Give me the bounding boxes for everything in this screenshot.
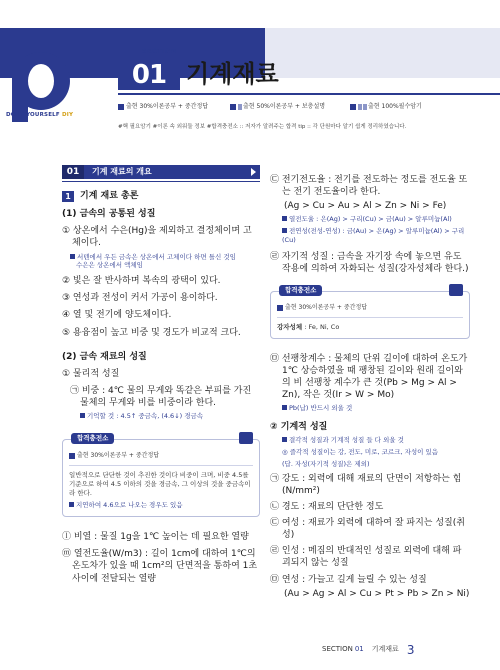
pencil-icon <box>282 405 287 410</box>
box-body: 일반적으로 단단한 것이 추진한 것이다 비중이 크며, 비중 4.5를 기준으로 하여 4.5 이하의 것을 경금속, 그 이상의 것을 중금속이라 한다. <box>69 471 251 497</box>
divider <box>62 181 260 182</box>
pencil-icon <box>80 413 85 418</box>
pencil-icon <box>282 216 287 221</box>
page-number: 3 <box>406 643 415 657</box>
heading-1 <box>62 190 260 202</box>
subheading: ② 기계적 성질 <box>270 422 328 433</box>
tip-note: 열전도율 : 은(Ag) > 구리(Cu) > 금(Au) > 알루미늄(Al) <box>270 215 470 224</box>
footer-chapter: 01 <box>354 645 364 654</box>
list-item: ④ 열 및 전기에 양도체이다. <box>62 310 172 321</box>
tip-note: 서텐에서 우든 금속은 상온에서 고체이다 하면 틀신 것임 <box>62 253 260 262</box>
title-rule <box>118 93 500 95</box>
formula: (Ag > Cu > Au > Al > Zn > Ni > Fe) <box>284 201 447 212</box>
tip-note: 지연하여 4.6으로 나오는 경우도 있음 <box>69 501 253 510</box>
list-item: ㉢ 여성 : 재료가 외력에 대하여 잘 파지는 성질(취성) <box>270 518 465 541</box>
tip-box <box>62 433 260 517</box>
footer-section: SECTION <box>322 645 353 654</box>
divider <box>69 465 253 466</box>
list-item: ㉡ 경도 : 재료의 단단한 정도 <box>270 501 384 512</box>
section-label: SECTION <box>142 47 177 55</box>
pencil-icon <box>70 254 75 259</box>
list-item: ㉣ 인성 : 메짐의 반대적인 성질로 외력에 대해 파괴되지 않는 성질 <box>270 546 462 569</box>
square-icon <box>363 104 367 110</box>
box-tag: 합격충전소 <box>71 433 114 444</box>
stat-item: 출현 50%이론공부 + 보충설명 <box>230 103 325 111</box>
list-item: ㉣ 자기적 성질 : 금속을 자기장 속에 놓으면 유도작용에 의하여 자화되는 성질(강자성체라 한다.) <box>270 251 469 274</box>
section-heading <box>62 165 260 179</box>
square-icon <box>358 104 362 110</box>
subheading: (2) 금속 재료의 성질 <box>62 351 147 362</box>
stat-item: 출현 30%이론공부 + 중간정답 <box>118 103 208 111</box>
square-icon <box>277 305 283 311</box>
pencil-icon <box>282 228 287 233</box>
list-item: ㉠ 비중 : 4℃ 물의 무게와 똑같은 부피를 가진 물체의 무게와 비를 비중이라 한다. <box>70 385 252 409</box>
list-item: ⓛ 비열 : 물질 1g을 1℃ 높이는 데 필요한 열량 <box>62 532 249 543</box>
tip-box <box>270 286 470 339</box>
footer-title: 기계재료 <box>371 645 399 654</box>
logo-inner <box>28 64 54 98</box>
list-item: ㉤ 연성 : 가늘고 길게 늘릴 수 있는 성질 <box>270 574 427 585</box>
list-item: ① 상온에서 수은(Hg)을 제외하고 결정체이며 고체이다. <box>62 226 252 249</box>
tip-note: 기억할 것 : 4.5↑ 중금속, (4.6↓) 경금속 <box>62 412 260 421</box>
tip-note: ◎ 즐각적 성질이는 강, 전도, 미로, 코르크, 자성이 있음 <box>282 448 439 457</box>
list-item: ⓜ 열전도율(W/m3) : 길이 1cm에 대하여 1℃의 온도차가 있을 때 1cm²의 단면적을 통하여 1초 사이에 전달되는 열량 <box>62 549 258 584</box>
square-icon <box>69 453 75 459</box>
pencil-icon <box>282 437 287 442</box>
subheading: (1) 금속의 공통된 성질 <box>62 209 156 220</box>
diy-logo <box>4 52 96 124</box>
left-column <box>62 165 260 585</box>
tip-note: 수은은 상온에서 액체임 <box>76 261 143 270</box>
divider <box>277 317 463 318</box>
list-item: ② 빛은 잘 반사하며 복속의 광택이 있다. <box>62 276 221 287</box>
logo-text: DO IT YOURSELF DIY <box>6 112 74 118</box>
square-icon <box>238 104 242 110</box>
square-icon <box>230 104 236 110</box>
battery-icon <box>239 432 253 444</box>
tip-note: 전연성(전성-연성) : 금(Au) > 은(Ag) > 알루미늄(Al) > 구리(Cu) <box>282 227 465 244</box>
section-heading-number: 01 <box>62 165 84 179</box>
list-item: ⑤ 용융점이 높고 비중 및 경도가 비교적 크다. <box>62 327 241 338</box>
pencil-icon <box>69 502 74 507</box>
formula: (Au > Ag > Al > Cu > Pt > Pb > Zn > Ni) <box>284 588 470 599</box>
chapter-title: 기계재료 <box>186 60 279 88</box>
heading-title: 기계 재료 총론 <box>80 191 139 201</box>
list-item: ㉤ 선팽창계수 : 물체의 단위 길이에 대하여 온도가 1℃ 상승하였을 때 팽창된 길이와 원래 길이와의 비 선팽창 계수가 큰 것(Pb > Mg > Al > Zn), 작은 것(Ir > W > Mo) <box>270 353 468 401</box>
list-item: ㉠ 강도 : 외력에 대해 재료의 단면이 저항하는 힘(N/mm²) <box>270 473 462 496</box>
list-item: ③ 연성과 전성이 커서 가공이 용이하다. <box>62 293 218 304</box>
section-heading-title: 기계 재료의 개요 <box>92 166 152 176</box>
list-item: ① 물리적 성질 <box>62 368 120 379</box>
arrow-icon <box>251 168 256 176</box>
box-body: 강자성체 : Fe, Ni, Co <box>277 323 340 332</box>
section-number: 01 <box>118 60 180 90</box>
stat-item: 출현 100%필수암기 <box>350 103 422 111</box>
right-column <box>270 170 470 600</box>
tip-note: (답. 자성(자기적 성질)은 제외) <box>282 459 370 468</box>
legend-note: #핵 필요암기 #이론 속 외워둘 정보 #합격충전소 :: 저자가 알려주는 합격 tip :: 각 단원마다 알기 쉽게 정리하였습니다. <box>118 124 407 130</box>
box-stat: 출현 30%이론공부 + 중간정답 <box>277 304 463 312</box>
page-footer <box>322 642 414 658</box>
header-light-block <box>265 28 500 78</box>
list-item: ㉢ 전기전도율 : 전기를 전도하는 정도를 전도율 또는 전기 전도율이라 한다. <box>270 175 468 198</box>
battery-icon <box>449 284 463 296</box>
tip-note: Pb(납) 반드시 외울 것 <box>270 404 470 413</box>
box-stat: 출현 30%이론공부 + 중간정답 <box>69 452 253 460</box>
box-tag: 합격충전소 <box>279 285 322 296</box>
square-icon <box>118 104 124 110</box>
tip-note: 결각적 성질과 기계적 성질 들 다 외울 것 <box>270 436 470 445</box>
heading-number: 1 <box>62 191 74 202</box>
square-icon <box>350 104 356 110</box>
